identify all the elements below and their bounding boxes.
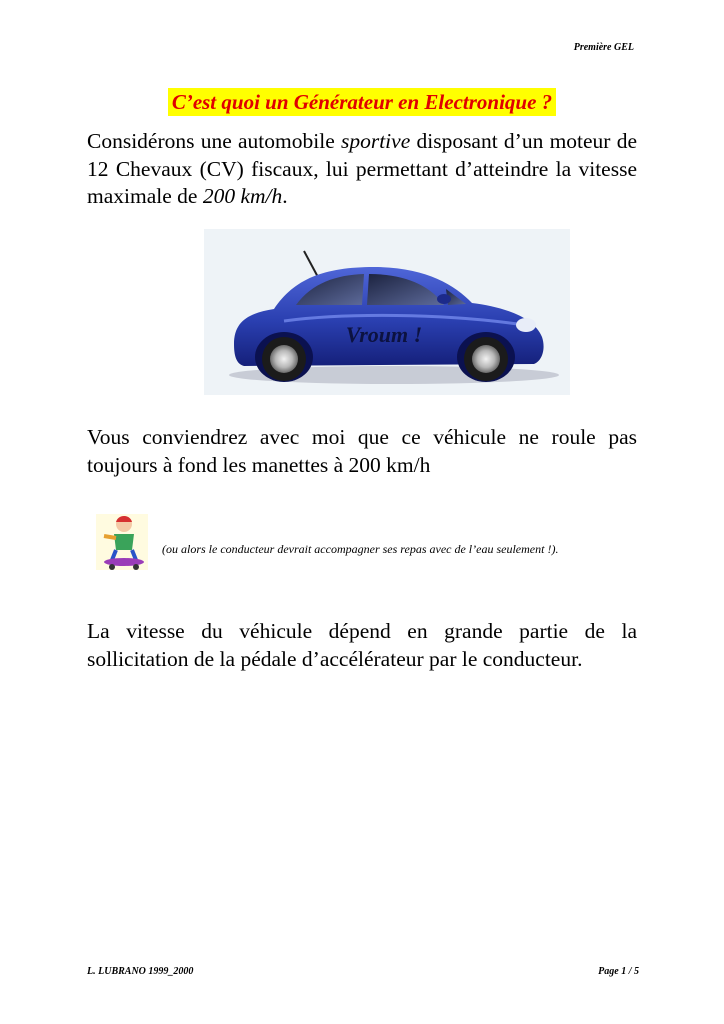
kid-scarf [104,536,116,538]
header-course-label: Première GEL [573,42,634,53]
intro-text-e: . [282,184,288,208]
rear-rim [270,345,298,373]
kid-on-skateboard-illustration [92,512,152,574]
car-label: Vroum ! [345,322,423,347]
intro-text-sportive: sportive [340,129,411,153]
paragraph-accelerator: La vitesse du véhicule dépend en grande partie de la sollicitation de la pédale d’accélérateur par le conducteur. [87,619,637,671]
intro-text-speed: 200 km/h [202,184,283,208]
page-title: C’est quoi un Générateur en Electronique ? [168,88,556,116]
intro-text-a: Considérons une automobile [87,129,341,153]
kid-shirt [114,534,134,550]
kid-svg [92,512,152,574]
intro-text-c: disposant d’un moteur de 12 Chevaux (CV) fiscaux, lui permettant d’atteindre la vitesse maximale de [87,129,637,208]
title-container [0,88,724,116]
footer-author: L. LUBRANO 1999_2000 [87,966,194,977]
paragraph-intro [87,128,637,211]
footer-page-number: Page 1 / 5 [598,966,639,977]
mirror [437,294,451,304]
skate-wheel-left [109,564,115,570]
paragraph-speed: Vous conviendrez avec moi que ce véhicule ne roule pas toujours à fond les manettes à 200 km/h [87,425,637,477]
car-svg [204,229,570,395]
note-joke: (ou alors le conducteur devrait accompagner ses repas avec de l’eau seulement !). [162,542,559,556]
headlight [516,318,536,332]
skate-wheel-right [133,564,139,570]
antenna [304,251,319,279]
front-rim [472,345,500,373]
car-illustration [204,229,570,395]
